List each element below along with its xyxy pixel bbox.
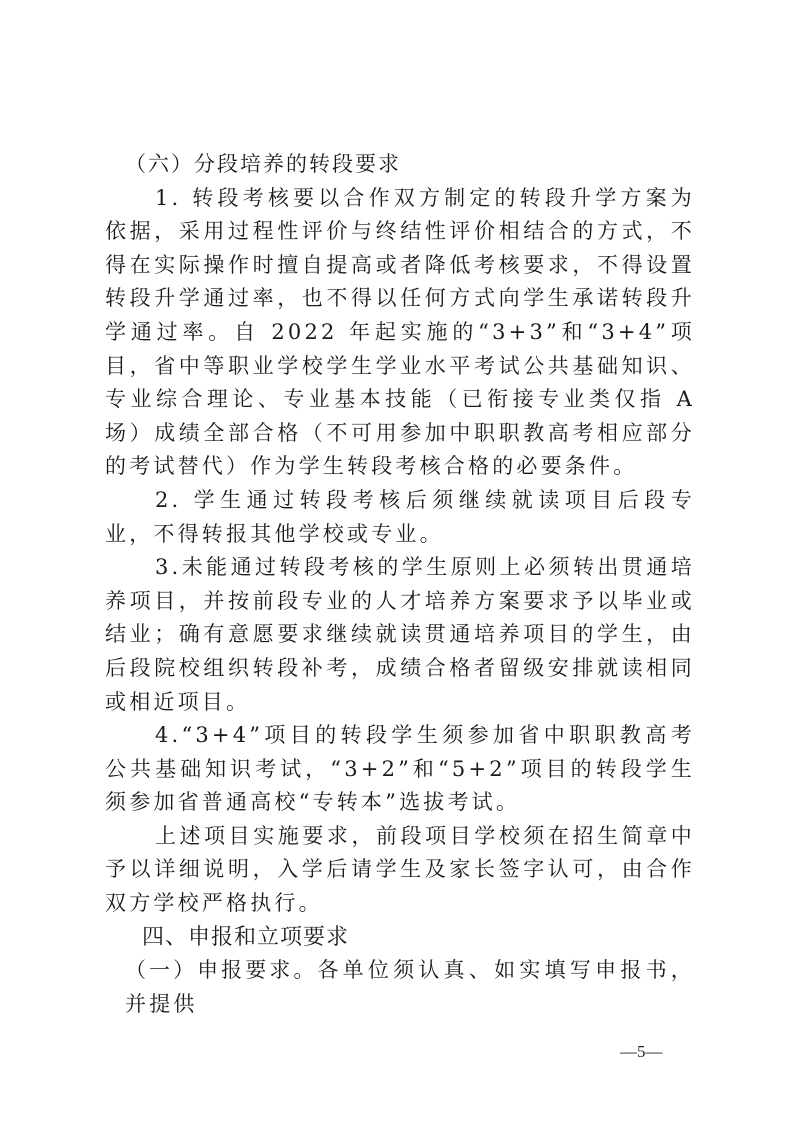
item-number: 1.	[155, 185, 182, 210]
item-1	[105, 182, 695, 484]
page-number: —5—	[620, 1042, 663, 1061]
item-number: 3.	[155, 555, 182, 580]
section-heading-4: 四、申报和立项要求	[142, 924, 350, 950]
subsection-1-heading: （一）申报要求。	[125, 958, 318, 983]
item-number: 4.	[155, 723, 182, 748]
section-heading-6: （六）分段培养的转段要求	[125, 152, 401, 176]
item-2	[105, 484, 695, 551]
document-page	[105, 148, 695, 1021]
subsection-1	[105, 954, 695, 1021]
item-text: 学生通过转段考核后须继续就读项目后段专业，不得转报其他学校或专业。	[105, 487, 695, 546]
item-4	[105, 719, 695, 820]
item-3	[105, 551, 695, 719]
item-number: 2.	[155, 487, 182, 512]
closing-paragraph: 上述项目实施要求，前段项目学校须在招生简章中予以详细说明，入学后请学生及家长签字认可，由合作双方学校严格执行。	[105, 823, 695, 916]
subsection-1-text: 各单位须认真、如实填写申报书，并提供	[125, 958, 696, 1016]
item-text: 转段考核要以合作双方制定的转段升学方案为依据，采用过程性评价与终结性评价相结合的方式，不得在实际操作时擅自提高或者降低考核要求，不得设置转段升学通过率，也不得以任何方式向学生承诺转段升学通过率。自 2022 年起实施的“3+3”和“3+4”项目，省中等职业学校学生学业水平考试公共基础知识、专业综合理论、专业基本技能（已衔接专业类仅指 A 场）成绩全部合格（不可用参加中职职教高考相应部分的考试替代）作为学生转段考核合格的必要条件。	[105, 185, 695, 479]
item-text: “3+4”项目的转段学生须参加省中职职教高考公共基础知识考试，“3+2”和“5+2”项目的转段学生须参加省普通高校“专转本”选拔考试。	[105, 723, 695, 815]
item-text: 未能通过转段考核的学生原则上必须转出贯通培养项目，并按前段专业的人才培养方案要求予以毕业或结业；确有意愿要求继续就读贯通培养项目的学生，由后段院校组织转段补考，成绩合格者留级安排就读相同或相近项目。	[105, 555, 695, 714]
